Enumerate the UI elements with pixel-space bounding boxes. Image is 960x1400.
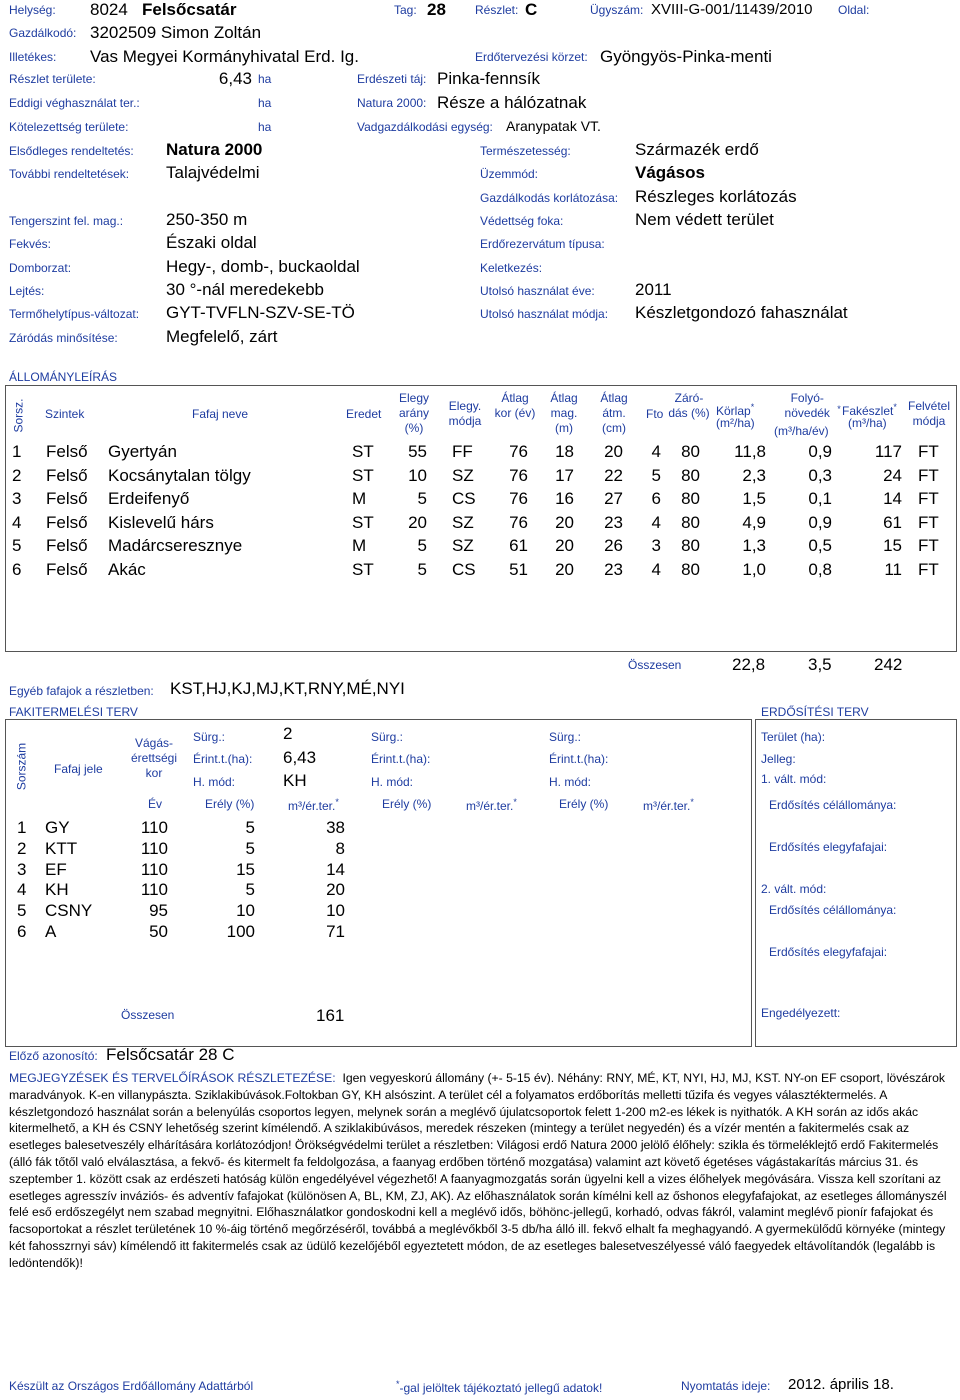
erdosites-valt2: 2. vált. mód: xyxy=(761,882,827,896)
erdosites-title: ERDŐSÍTÉSI TERV xyxy=(761,705,869,719)
allomany-cell-modja: SZ xyxy=(452,465,474,485)
allomany-cell-kor: 61 xyxy=(509,536,528,555)
fakitermeles-cell-kor: 110 xyxy=(140,838,168,858)
info-left-value-4: Északi oldal xyxy=(166,233,257,252)
allomany-cell-mag: 17 xyxy=(555,465,574,485)
hdr-vagaserettsegi: Vágás- érettségi kor xyxy=(130,736,178,780)
m3ter-text-3: m³/ér.ter. xyxy=(643,799,691,813)
allomany-cell-felv: FT xyxy=(918,489,939,508)
oldal-label: Oldal: xyxy=(838,3,870,17)
fakitermeles-osszesen-label: Összesen xyxy=(121,1008,175,1022)
hdr-folyo-star: * xyxy=(837,404,841,414)
ugyszam-label: Ügyszám: xyxy=(590,3,644,17)
fakitermeles-cell-erely: 5 xyxy=(245,818,255,837)
info-left-value-6: 30 °-nál meredekebb xyxy=(166,280,325,299)
allomany-cell-szint: Felső xyxy=(46,559,88,579)
allomany-cell-arany: 5 xyxy=(417,536,427,555)
surg-label-3: Sürg.: xyxy=(549,730,582,744)
allomany-cell-korlap: 2,3 xyxy=(742,465,766,485)
allomany-cell-atm: 20 xyxy=(604,442,623,461)
hdr-felvetel: Felvétel módja xyxy=(907,399,951,428)
m3ter-header-1 xyxy=(288,797,339,813)
natura-label: Natura 2000: xyxy=(357,96,427,110)
erely-header-3: Erély (%) xyxy=(559,797,609,811)
hdr-sorsz xyxy=(9,400,27,432)
info-right-label-2: Üzemmód: xyxy=(480,167,539,181)
footer-note-star: * xyxy=(396,1379,400,1389)
erint-label-1: Érint.t.(ha): xyxy=(193,752,253,766)
erdosites-elegy2: Erdősítés elegyfafajai: xyxy=(769,945,888,959)
fakitermeles-cell-erely: 15 xyxy=(236,859,255,879)
hdr-sorszam-text: Sorszám xyxy=(14,742,29,791)
info-right-label-8: Utolsó használat módja: xyxy=(480,307,609,321)
allomany-cell-kor: 51 xyxy=(509,559,528,579)
allomany-cell-fafaj: Kocsánytalan tölgy xyxy=(108,465,251,485)
allomany-cell-szint: Felső xyxy=(46,465,88,485)
allomany-cell-kor: 76 xyxy=(509,489,528,508)
hdr-folyo xyxy=(776,391,842,421)
gazdalkodo-label: Gazdálkodó: xyxy=(9,26,77,40)
allomany-cell-szint: Felső xyxy=(46,442,88,461)
megjegyzes-label: MEGJEGYZÉSEK ÉS TERVELŐÍRÁSOK RÉSZLETEZÉSE: xyxy=(9,1071,336,1085)
allomany-cell-eredet: ST xyxy=(352,442,374,461)
erint-label-2: Érint.t.(ha): xyxy=(371,752,431,766)
info-left-label-1: Elsődleges rendeltetés: xyxy=(9,144,134,158)
fakitermeles-cell-erely: 10 xyxy=(236,901,255,921)
fakitermeles-cell-kor: 110 xyxy=(140,880,168,900)
erely-header-2: Erély (%) xyxy=(382,797,432,811)
allomany-cell-zar: 80 xyxy=(681,442,700,461)
hdr-fafaj-jele: Fafaj jele xyxy=(54,762,103,776)
allomany-cell-felv: FT xyxy=(918,465,939,485)
allomany-cell-n: 1 xyxy=(12,442,22,461)
fakitermeles-cell-n: 6 xyxy=(17,922,27,941)
fakitermeles-cell-m3: 71 xyxy=(326,922,345,941)
fakitermeles-cell-erely: 5 xyxy=(245,838,255,858)
hdr-folyo-text: Folyó- növedék xyxy=(784,391,830,420)
allomany-cell-kor: 76 xyxy=(509,512,528,532)
info-right-value-7: 2011 xyxy=(635,280,672,299)
allomany-cell-keszlet: 24 xyxy=(883,465,902,485)
allomany-cell-eredet: ST xyxy=(352,465,374,485)
egyeb-label: Egyéb fafajok a részletben: xyxy=(9,684,154,698)
hdr-fakeszlet-text: Fakészlet xyxy=(842,404,894,418)
allomany-cell-keszlet: 117 xyxy=(874,442,902,461)
allomany-cell-keszlet: 61 xyxy=(883,512,902,532)
info-left-value-5: Hegy-, domb-, buckaoldal xyxy=(166,257,360,276)
allomany-cell-eredet: M xyxy=(352,536,367,555)
allomany-cell-fafaj: Madárcseresznye xyxy=(108,536,243,555)
erdosites-cel2: Erdősítés célállománya: xyxy=(769,903,897,917)
allomany-cell-modja: SZ xyxy=(452,536,474,555)
m3ter-star-3: * xyxy=(690,797,694,807)
info-left-value-1: Natura 2000 xyxy=(166,140,263,159)
terulet-label: Részlet területe: xyxy=(9,72,96,86)
hdr-fakeszlet-star: * xyxy=(893,402,897,412)
hdr-korlap-star: * xyxy=(750,402,755,412)
allomany-cell-korlap: 4,9 xyxy=(742,512,766,532)
hdr-fto: Fto xyxy=(646,407,664,421)
hdr-mag: Átlag mag. (m) xyxy=(550,391,578,435)
kotelezettseg-label: Kötelezettség területe: xyxy=(9,120,129,134)
fakitermeles-cell-jel: CSNY xyxy=(45,901,93,921)
allomany-cell-arany: 20 xyxy=(408,512,427,532)
helyseg-code: 8024 xyxy=(90,0,128,19)
vadgazd-value: Aranypatak VT. xyxy=(506,118,601,134)
hdr-fakeszlet-unit: (m³/ha) xyxy=(848,416,887,430)
fakitermeles-cell-n: 1 xyxy=(17,818,27,837)
gazdalkodo-value: 3202509 Simon Zoltán xyxy=(90,23,262,42)
natura-value: Része a hálózatnak xyxy=(437,93,587,112)
allomany-cell-arany: 5 xyxy=(417,559,427,579)
hdr-szintek: Szintek xyxy=(45,407,85,421)
allomany-osszesen-folyo: 3,5 xyxy=(808,655,832,674)
info-right-value-8: Készletgondozó fahasználat xyxy=(635,303,848,322)
erint-label-3: Érint.t.(ha): xyxy=(549,752,609,766)
allomany-cell-felv: FT xyxy=(918,536,939,555)
m3ter-text-2: m³/ér.ter. xyxy=(466,799,514,813)
allomany-cell-atm: 26 xyxy=(604,536,623,555)
hdr-elegy-modja: Elegy. módja xyxy=(448,399,482,428)
info-left-value-2: Talajvédelmi xyxy=(166,163,260,182)
tag-label: Tag: xyxy=(394,3,417,17)
footer-print-value: 2012. április 18. xyxy=(788,1376,894,1393)
hmod-label-3: H. mód: xyxy=(549,775,592,789)
fakitermeles-cell-jel: EF xyxy=(45,859,67,879)
allomany-cell-zar: 80 xyxy=(681,559,700,579)
footer-source: Készült az Országos Erdőállomány Adattárból xyxy=(9,1379,254,1393)
allomany-cell-folyo: 0,9 xyxy=(808,442,832,461)
allomany-cell-fafaj: Akác xyxy=(108,559,146,579)
helyseg-label: Helység: xyxy=(9,3,56,17)
fakitermeles-cell-jel: KTT xyxy=(45,838,78,858)
fakitermeles-cell-m3: 14 xyxy=(326,859,345,879)
fakitermeles-cell-jel: KH xyxy=(45,880,69,900)
info-right-label-3: Gazdálkodás korlátozása: xyxy=(480,191,619,205)
fakitermeles-cell-kor: 95 xyxy=(149,901,168,921)
allomany-cell-folyo: 0,1 xyxy=(808,489,832,508)
hdr-zarodas: Záró- dás (%) xyxy=(668,391,710,420)
allomany-cell-arany: 5 xyxy=(417,489,427,508)
allomany-cell-kor: 76 xyxy=(509,465,528,485)
m3ter-star-1: * xyxy=(335,797,339,807)
kotelezettseg-unit: ha xyxy=(258,120,272,134)
erdosites-valt1: 1. vált. mód: xyxy=(761,772,827,786)
allomany-cell-folyo: 0,8 xyxy=(808,559,832,579)
info-left-label-8: Záródás minősítése: xyxy=(9,331,118,345)
info-right-label-1: Természetesség: xyxy=(480,144,571,158)
allomany-cell-n: 5 xyxy=(12,536,22,555)
fakitermeles-cell-m3: 10 xyxy=(326,901,345,921)
fakitermeles-cell-erely: 5 xyxy=(245,880,255,900)
allomany-cell-szint: Felső xyxy=(46,489,88,508)
allomany-cell-korlap: 1,5 xyxy=(742,489,766,508)
erdosites-engedelyezett: Engedélyezett: xyxy=(761,1006,841,1020)
hdr-fafaj: Fafaj neve xyxy=(192,407,249,421)
fakitermeles-cell-m3: 8 xyxy=(335,838,345,858)
allomany-cell-modja: FF xyxy=(452,442,473,461)
erely-header-1: Erély (%) xyxy=(205,797,255,811)
allomany-cell-folyo: 0,9 xyxy=(808,512,832,532)
info-right-value-1: Származék erdő xyxy=(635,140,759,159)
reszlet-label: Részlet: xyxy=(475,3,519,17)
allomany-cell-kor: 76 xyxy=(509,442,528,461)
fakitermeles-cell-kor: 50 xyxy=(149,922,168,941)
taj-value: Pinka-fennsík xyxy=(437,69,540,88)
allomany-cell-felv: FT xyxy=(918,559,939,579)
allomany-cell-n: 2 xyxy=(12,465,22,485)
fakitermeles-cell-n: 4 xyxy=(17,880,27,900)
info-left-value-7: GYT-TVFLN-SZV-SE-TÖ xyxy=(166,303,355,322)
allomany-cell-zar: 80 xyxy=(681,512,700,532)
allomany-cell-korlap: 1,3 xyxy=(742,536,766,555)
tag-value: 28 xyxy=(427,0,446,19)
allomany-cell-folyo: 0,3 xyxy=(808,465,832,485)
allomany-cell-zar: 80 xyxy=(681,489,700,508)
info-right-value-3: Részleges korlátozás xyxy=(635,187,797,206)
fakitermeles-title: FAKITERMELÉSI TERV xyxy=(9,705,138,719)
hdr-korlap-unit: (m²/ha) xyxy=(716,416,755,430)
allomany-cell-mag: 18 xyxy=(555,442,574,461)
fakitermeles-cell-n: 2 xyxy=(17,838,27,858)
korzet-label: Erdőtervezési körzet: xyxy=(475,50,588,64)
m3ter-text-1: m³/ér.ter. xyxy=(288,799,336,813)
allomany-cell-korlap: 11,8 xyxy=(734,442,766,461)
fakitermeles-cell-erely: 100 xyxy=(226,922,255,941)
allomany-cell-mag: 20 xyxy=(555,536,574,555)
reszlet-value: C xyxy=(525,0,538,19)
hdr-atm: Átlag átm. (cm) xyxy=(600,391,628,435)
allomany-osszesen-keszlet: 242 xyxy=(874,655,903,674)
allomany-cell-szint: Felső xyxy=(46,536,88,555)
info-right-label-4: Védettség foka: xyxy=(480,214,564,228)
allomany-cell-keszlet: 11 xyxy=(884,559,902,579)
fakitermeles-cell-n: 5 xyxy=(17,901,27,921)
allomany-cell-fafaj: Erdeifenyő xyxy=(108,489,190,508)
elozo-label: Előző azonosító: xyxy=(9,1049,98,1063)
hdr-eredet: Eredet xyxy=(346,407,382,421)
surg-label-2: Sürg.: xyxy=(371,730,404,744)
m3ter-header-3 xyxy=(643,797,694,813)
erdosites-elegy1: Erdősítés elegyfafajai: xyxy=(769,840,888,854)
footer-note-text: -gal jelöltek tájékoztató jellegű adatok! xyxy=(399,1381,603,1395)
info-right-value-2: Vágásos xyxy=(635,163,705,182)
info-left-label-6: Lejtés: xyxy=(9,284,45,298)
allomany-cell-felv: FT xyxy=(918,442,939,461)
allomany-cell-mag: 16 xyxy=(555,489,574,508)
allomany-cell-zar: 80 xyxy=(681,536,700,555)
allomany-cell-mag: 20 xyxy=(555,512,574,532)
info-right-label-5: Erdőrezervátum típusa: xyxy=(480,237,605,251)
hdr-sorszam xyxy=(12,742,30,795)
terulet-unit: ha xyxy=(258,72,272,86)
allomany-osszesen-korlap: 22,8 xyxy=(732,655,766,674)
allomany-cell-szint: Felső xyxy=(46,512,88,532)
fakitermeles-cell-jel: GY xyxy=(45,818,70,837)
allomany-title: ÁLLOMÁNYLEÍRÁS xyxy=(9,370,118,384)
erdosites-jelleg: Jelleg: xyxy=(761,752,796,766)
illetekes-label: Illetékes: xyxy=(9,50,57,64)
allomany-cell-n: 3 xyxy=(12,489,22,508)
hmod-label-1: H. mód: xyxy=(193,775,236,789)
helyseg-name: Felsőcsatár xyxy=(142,0,237,19)
hdr-kor: Átlag kor (év) xyxy=(494,391,536,420)
surg-label-1: Sürg.: xyxy=(193,730,226,744)
egyeb-value: KST,HJ,KJ,MJ,KT,RNY,MÉ,NYI xyxy=(170,679,405,698)
veghasznalat-unit: ha xyxy=(258,96,272,110)
allomany-cell-atm: 27 xyxy=(604,489,623,508)
allomany-cell-eredet: M xyxy=(352,489,367,508)
info-left-label-2: További rendeltetések: xyxy=(9,167,130,181)
korzet-value: Gyöngyös-Pinka-menti xyxy=(600,47,772,66)
erdosites-terulet: Terület (ha): xyxy=(761,730,826,744)
fakitermeles-cell-m3: 38 xyxy=(326,818,345,837)
m3ter-header-2 xyxy=(466,797,517,813)
allomany-cell-arany: 55 xyxy=(408,442,427,461)
allomany-cell-mag: 20 xyxy=(555,559,574,579)
fakitermeles-cell-kor: 110 xyxy=(140,859,168,879)
allomany-cell-atm: 22 xyxy=(604,465,623,485)
hmod-value-1: KH xyxy=(283,771,307,790)
info-left-label-4: Fekvés: xyxy=(9,237,52,251)
allomany-cell-fto: 3 xyxy=(651,536,661,555)
allomany-cell-fafaj: Kislevelű hárs xyxy=(108,512,214,532)
vadgazd-label: Vadgazdálkodási egység: xyxy=(357,120,493,134)
erint-value-1: 6,43 xyxy=(283,748,317,767)
allomany-cell-n: 4 xyxy=(12,512,22,532)
footer-print-label: Nyomtatás ideje: xyxy=(681,1379,771,1393)
allomany-cell-folyo: 0,5 xyxy=(808,536,832,555)
fakitermeles-cell-jel: A xyxy=(45,922,57,941)
taj-label: Erdészeti táj: xyxy=(357,72,427,86)
allomany-cell-atm: 23 xyxy=(604,512,623,532)
erdosites-cel1: Erdősítés célállománya: xyxy=(769,798,897,812)
hmod-label-2: H. mód: xyxy=(371,775,414,789)
veghasznalat-label: Eddigi véghasználat ter.: xyxy=(9,96,140,110)
info-left-label-5: Domborzat: xyxy=(9,261,72,275)
hdr-ev: Év xyxy=(148,797,163,811)
allomany-cell-keszlet: 15 xyxy=(883,536,902,555)
allomany-cell-fto: 6 xyxy=(651,489,661,508)
fakitermeles-osszesen-value: 161 xyxy=(316,1006,345,1025)
allomany-cell-eredet: ST xyxy=(352,559,374,579)
info-right-label-7: Utolsó használat éve: xyxy=(480,284,595,298)
hdr-elegy-arany: Elegy arány (%) xyxy=(398,391,430,435)
allomany-cell-zar: 80 xyxy=(681,465,700,485)
fakitermeles-frame xyxy=(5,719,752,1047)
allomany-cell-modja: SZ xyxy=(452,512,474,532)
allomany-cell-n: 6 xyxy=(12,559,22,579)
m3ter-star-2: * xyxy=(513,797,517,807)
hdr-folyo-unit: (m³/ha/év) xyxy=(774,424,829,438)
allomany-cell-modja: CS xyxy=(452,559,476,579)
fakitermeles-cell-kor: 110 xyxy=(140,818,168,837)
info-left-label-7: Termőhelytípus-változat: xyxy=(9,307,140,321)
megjegyzes-block xyxy=(9,1070,951,1272)
allomany-cell-fto: 4 xyxy=(651,442,661,461)
info-left-value-3: 250-350 m xyxy=(166,210,248,229)
info-left-label-3: Tengerszint fel. mag.: xyxy=(9,214,124,228)
allomany-cell-modja: CS xyxy=(452,489,476,508)
elozo-value: Felsőcsatár 28 C xyxy=(106,1045,235,1064)
allomany-cell-atm: 23 xyxy=(604,559,623,579)
megjegyzes-text: Igen vegyeskorú állomány (+- 5-15 év). Néhány: RNY, MÉ, KT, NYI, HJ, MJ, KST. NY-on EF csoport, lövészárok maradványok. K-en villanypászta. Sziklakibúvások.Foltokban GY, KH alsószint. A terület cél a folyamatos erdőborítás melletti tűzifa és vegyes választéktermelés. A készletgondozó használat során a belenyúlás csoportos legyen, melynek során a meglévő újulatcsoportok felett 1-200 m2-es lékek is nyithatók. A KH során az idős akác kitermelhető, a KH és CSNY lehetőség szerint kímélendő. A sziklakibúvásos, meredek részeken (mintegy a terület negyedén) és a vízér mentén a fakitermelés csak az esetleges balesetveszély elhárítására korlátozódjon! Örökségvédelmi terület a részletben: Világosi erdő Natura 2000 jelölő élőhely: szikla és törmeléklejtő erdő Fakitermelés (álló fák tőtől való elválasztása, a fekvő- és kitermelt fa feldolgozása, a faanyag erdőben történő mozgatása) valamint azt követő égetéses vágástakarítás március 31. és szeptember 1. között csak az erdészeti hatóság külön engedélyével végezhető! A faanyagmozgatás során ügyelni kell a vizes élőhelyek megóvására. Vissza kell szorítani az esetleges agresszív inváziós- és adventív fafajokat (különösen A, BL, KM, ZJ, AK). Az előhasználatok során kímélni kell az őshonos elegyfafajokat, az esetleges állományszél felé eső erdőszegélyt nem szabad megnyitni. Előhasználatkor gondoskodni kell a meglévő idős, böhönc-jellegű, korhadó, odvas fákról, valamint meglévő pionír fafajokat és facsoportokat a részlet területének 10 %-áig történő megőrzéséről, továbbá a meglévőkből 3-5 db/ha álló ill. fekvő elhalt fa meghagyandó. A gyermekülődű környéke (mintegy két fahosszrnyi sáv) kímélendő itt fakitermelés csak az üdülő kezelőjéből egyeztetett módon, de az esetleges balesetveszélyessé váló faegyedek eltávolítandók (legalább is ledöntendők)! xyxy=(9,1071,947,1270)
allomany-cell-fto: 4 xyxy=(651,512,661,532)
allomany-cell-arany: 10 xyxy=(408,465,427,485)
fakitermeles-cell-n: 3 xyxy=(17,859,27,879)
allomany-cell-fto: 4 xyxy=(651,559,661,579)
allomany-osszesen-label: Összesen xyxy=(628,658,682,672)
illetekes-value: Vas Megyei Kormányhivatal Erd. Ig. xyxy=(90,47,359,66)
terulet-value: 6,43 xyxy=(218,69,252,88)
allomany-cell-eredet: ST xyxy=(352,512,374,532)
allomany-cell-felv: FT xyxy=(918,512,939,532)
info-right-label-6: Keletkezés: xyxy=(480,261,543,275)
ugyszam-value: XVIII-G-001/11439/2010 xyxy=(651,1,813,18)
fakitermeles-cell-m3: 20 xyxy=(326,880,345,900)
footer-note xyxy=(396,1379,602,1395)
allomany-cell-keszlet: 14 xyxy=(883,489,902,508)
info-right-value-4: Nem védett terület xyxy=(635,210,774,229)
allomany-cell-fafaj: Gyertyán xyxy=(108,442,177,461)
hdr-korlap-text: Körlap xyxy=(716,404,751,418)
surg-value-1: 2 xyxy=(283,724,293,743)
hdr-sorsz-text: Sorsz. xyxy=(11,398,26,433)
allomany-cell-fto: 5 xyxy=(651,465,661,485)
allomany-cell-korlap: 1,0 xyxy=(742,559,766,579)
info-left-value-8: Megfelelő, zárt xyxy=(166,327,278,346)
